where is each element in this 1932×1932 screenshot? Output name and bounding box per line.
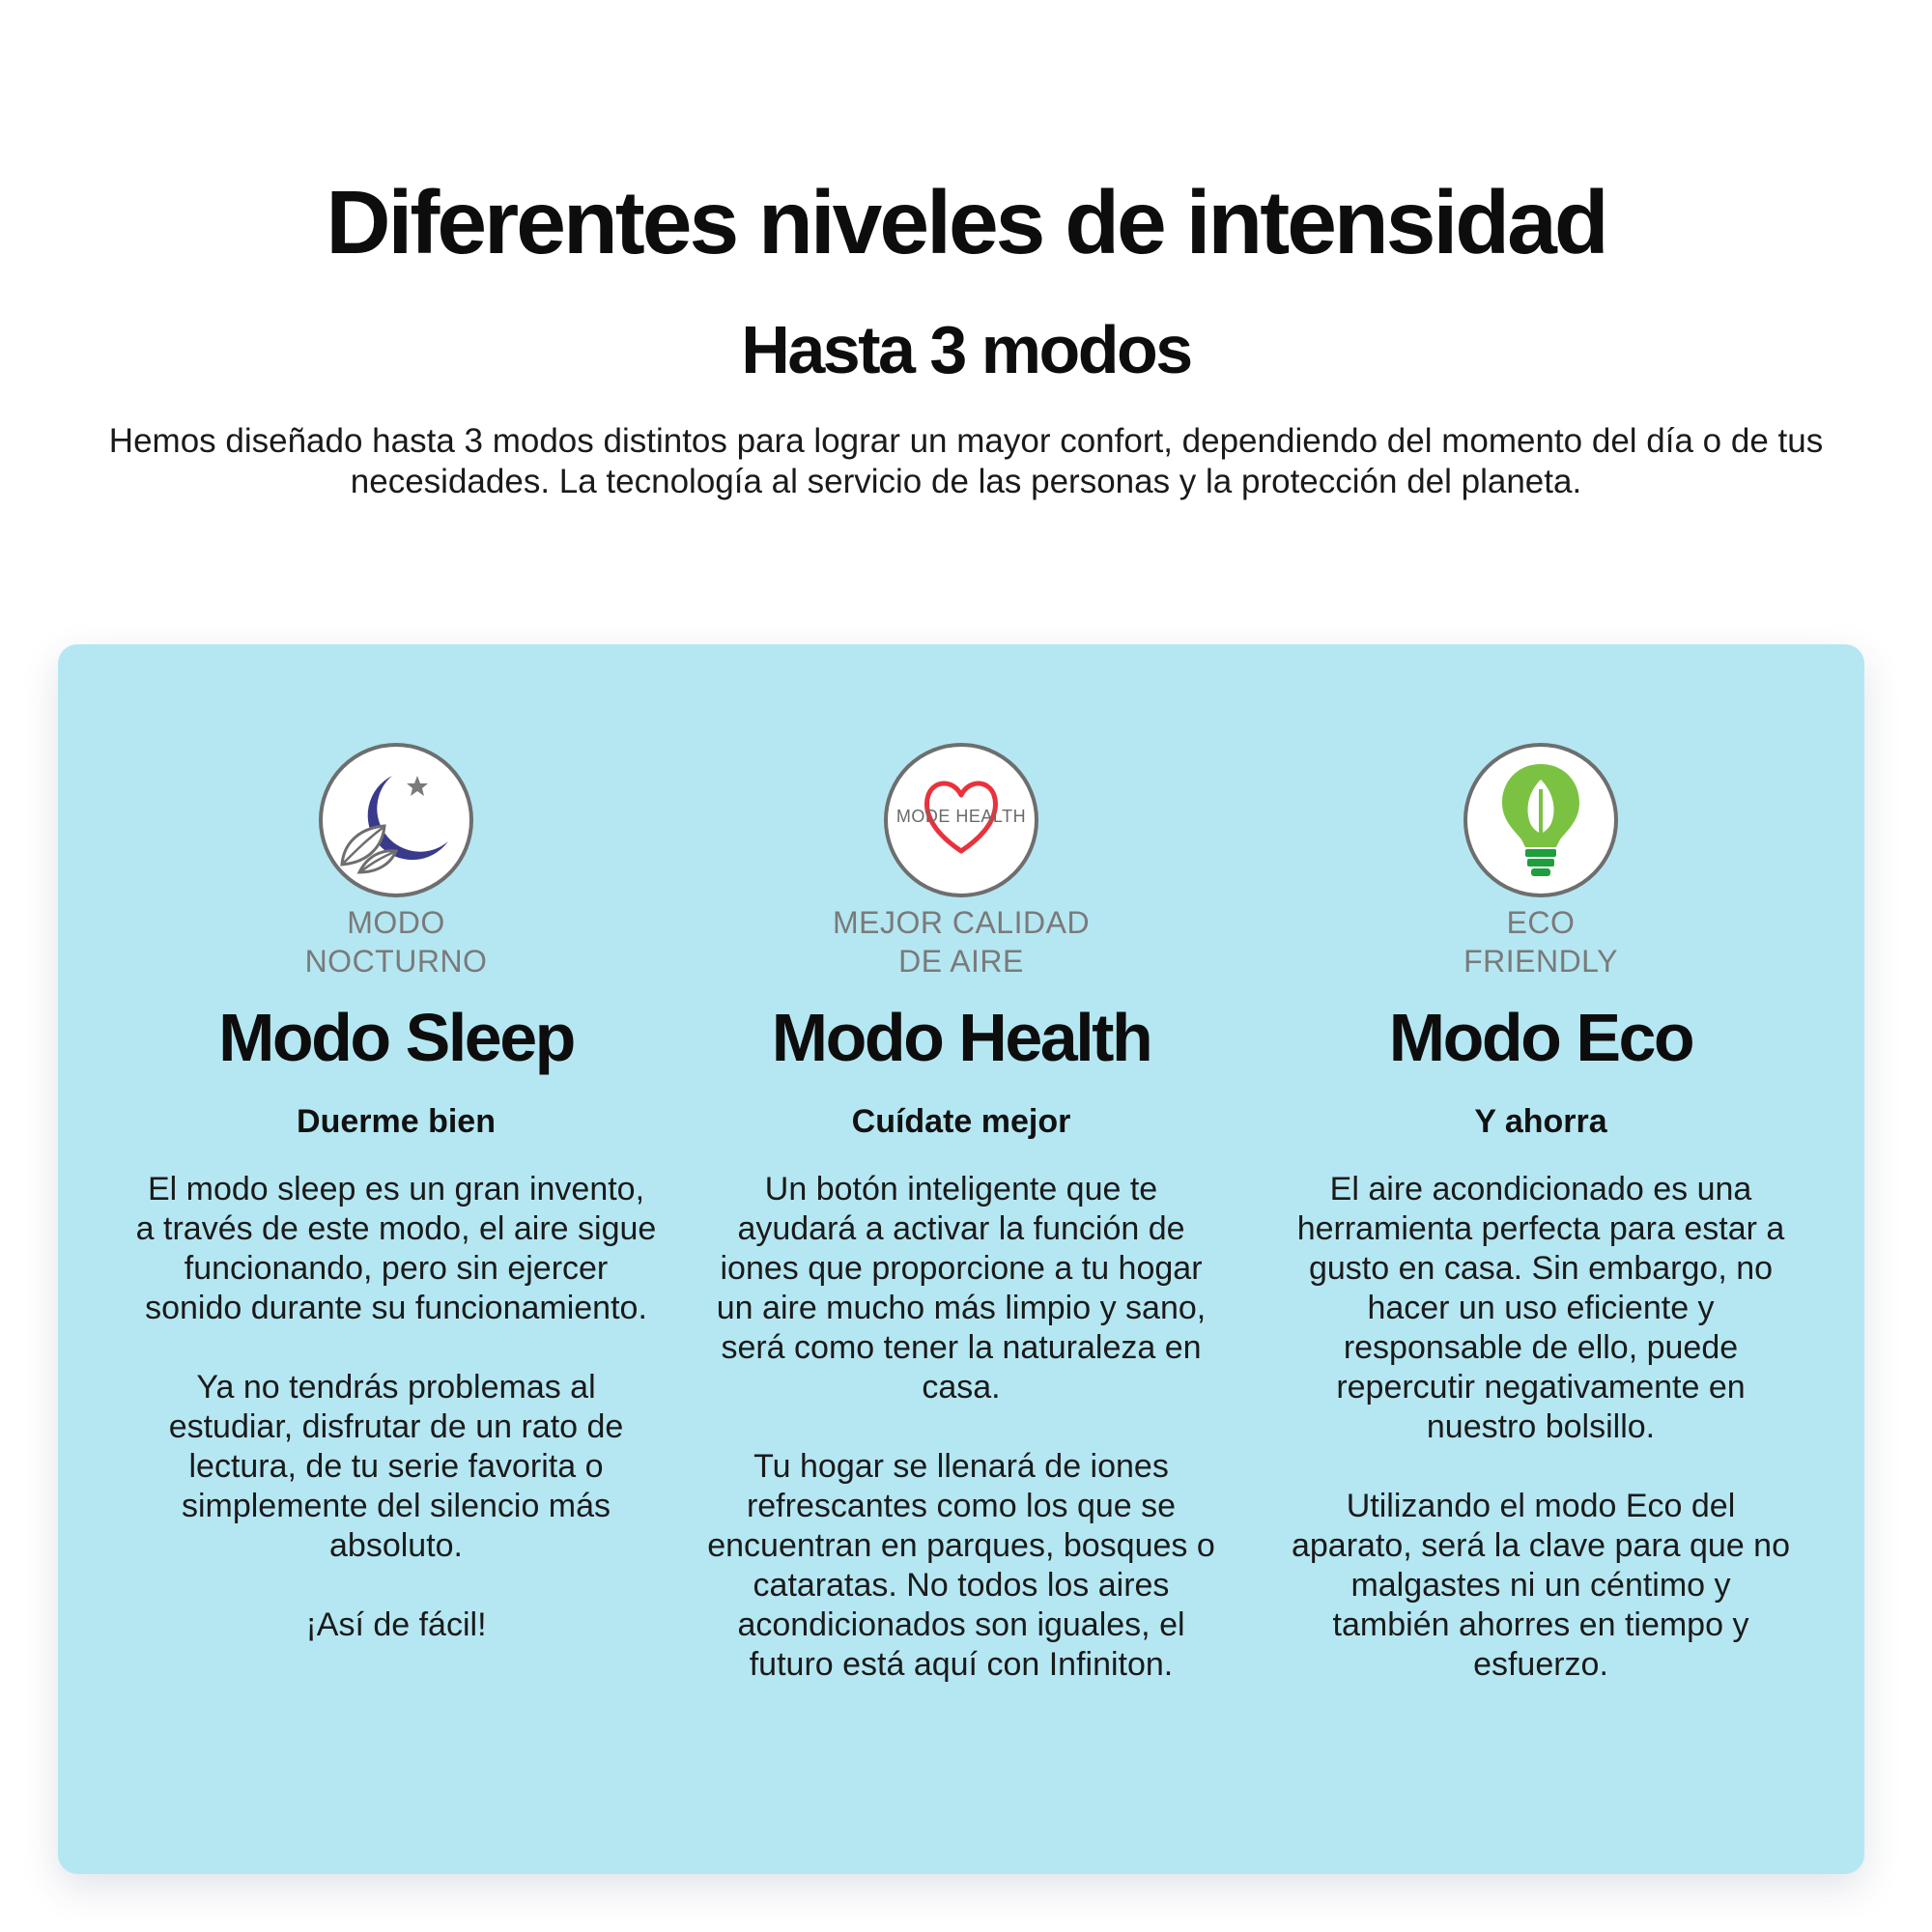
caption-line: NOCTURNO xyxy=(304,944,488,979)
mode-card-eco xyxy=(1270,743,1811,1685)
moon-leaf-icon-graphic xyxy=(323,747,469,894)
caption-line: FRIENDLY xyxy=(1463,944,1618,979)
mode-card-health xyxy=(691,743,1232,1685)
mode-paragraph: ¡Así de fácil! xyxy=(305,1606,487,1643)
mode-card-sleep xyxy=(126,743,667,1645)
mode-tagline: Y ahorra xyxy=(1474,1103,1607,1140)
caption-line: MODO xyxy=(347,905,445,940)
page-title: Diferentes niveles de intensidad xyxy=(326,172,1606,272)
page-header xyxy=(0,164,1932,502)
mode-paragraph: Un botón inteligente que te ayudará a activar la función de iones que proporcione a tu hogar un aire mucho más limpio y sano, será como tener la naturaleza en casa. xyxy=(716,1171,1207,1406)
mode-title: Modo Eco xyxy=(1388,1000,1693,1075)
mode-title: Modo Sleep xyxy=(218,1000,574,1075)
mode-caption xyxy=(691,903,1232,980)
caption-line: ECO xyxy=(1506,905,1576,940)
badge-text: MODE HEALTH xyxy=(895,807,1027,826)
mode-paragraph: Utilizando el modo Eco del aparato, será la clave para que no malgastes ni un céntimo y también ahorres en tiempo y esfuerzo. xyxy=(1291,1488,1790,1683)
caption-line: DE AIRE xyxy=(898,944,1024,979)
page-subtitle: Hasta 3 modos xyxy=(741,312,1191,387)
heart-icon xyxy=(884,743,1038,897)
mode-title: Modo Health xyxy=(771,1000,1151,1075)
mode-caption xyxy=(126,903,667,980)
mode-paragraph: Ya no tendrás problemas al estudiar, disfrutar de un rato de lectura, de tu serie favorita o simplemente del silencio más absoluto. xyxy=(168,1369,624,1564)
intro-text: Hemos diseñado hasta 3 modos distintos para lograr un mayor confort, dependiendo del momento del día o de tus necesidades. La tecnología al servicio de las personas y la protección del planeta. xyxy=(108,422,1824,500)
caption-line: MEJOR CALIDAD xyxy=(832,905,1091,940)
modes-panel xyxy=(58,644,1864,1874)
eco-bulb-icon xyxy=(1463,743,1618,897)
eco-bulb-icon-graphic xyxy=(1467,747,1614,894)
mode-tagline: Cuídate mejor xyxy=(851,1103,1071,1140)
mode-caption xyxy=(1270,903,1811,980)
mode-paragraph: El modo sleep es un gran invento, a través de este modo, el aire sigue funcionando, pero sin ejercer sonido durante su funcionamiento. xyxy=(135,1171,657,1326)
mode-tagline: Duerme bien xyxy=(297,1103,496,1140)
moon-leaf-icon xyxy=(319,743,473,897)
mode-paragraph: El aire acondicionado es una herramienta perfecta para estar a gusto en casa. Sin embargo, no hacer un uso eficiente y responsable de ello, puede repercutir negativamente en nuestro bolsillo. xyxy=(1296,1171,1785,1445)
mode-paragraph: Tu hogar se llenará de iones refrescantes como los que se encuentran en parques, bosques o cataratas. No todos los aires acondicionados son iguales, el futuro está aquí con Infiniton. xyxy=(707,1448,1215,1683)
